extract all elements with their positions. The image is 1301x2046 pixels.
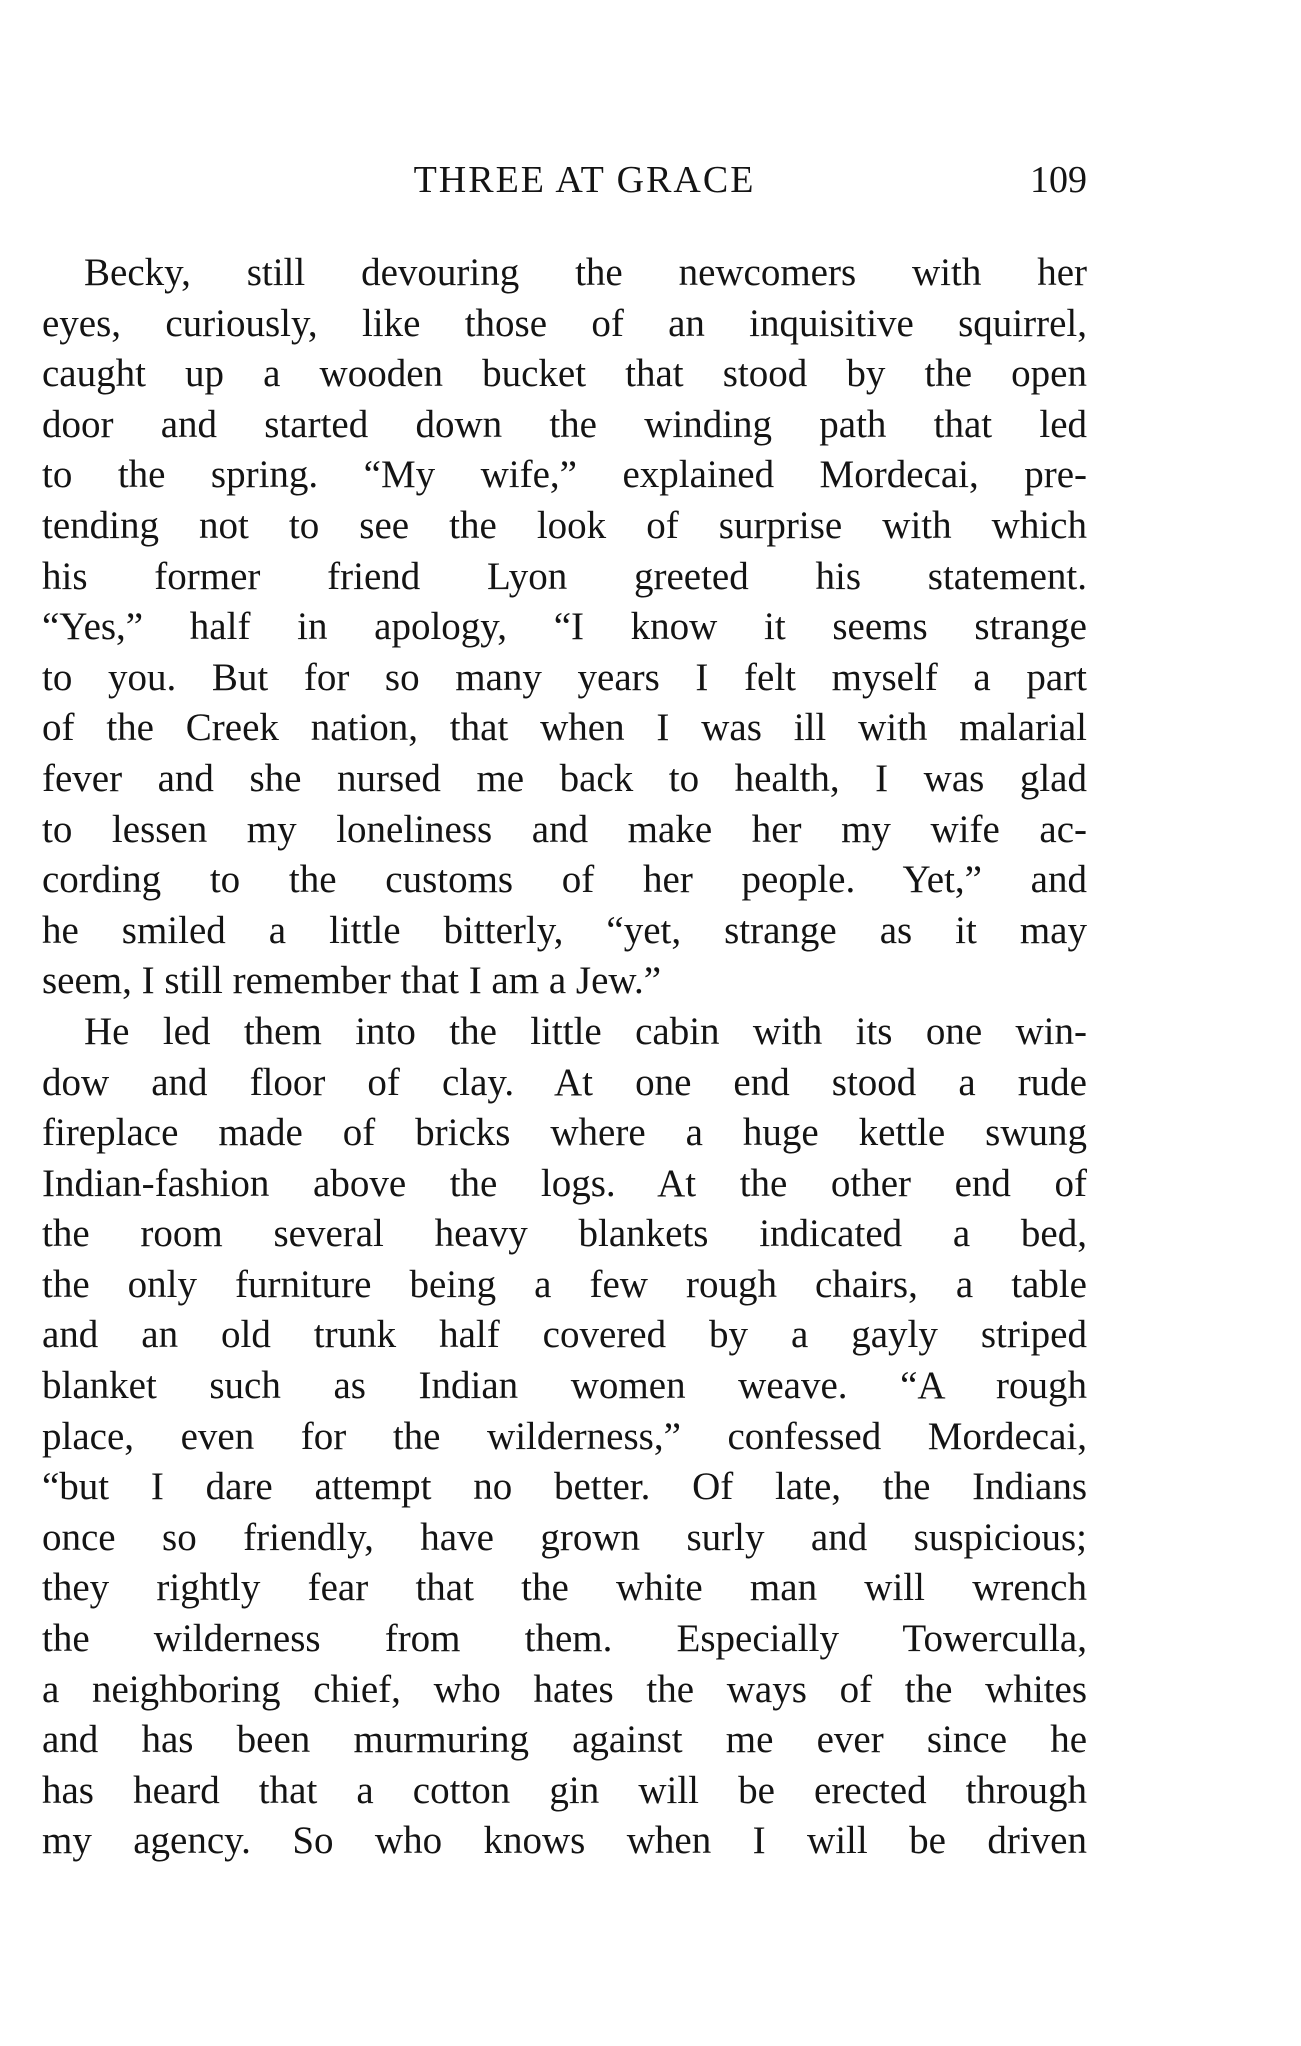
- text-line: door and started down the winding path that led: [42, 402, 1087, 446]
- text-line: the room several heavy blankets indicated a bed,: [42, 1212, 1087, 1256]
- page-number: 109: [1030, 159, 1087, 201]
- text-line: and has been murmuring against me ever since he: [42, 1718, 1087, 1762]
- text-line: once so friendly, have grown surly and suspicious;: [42, 1515, 1087, 1559]
- text-line: has heard that a cotton gin will be erected through: [42, 1768, 1087, 1812]
- text-line: to lessen my loneliness and make her my wife ac-: [42, 807, 1087, 851]
- text-line: a neighboring chief, who hates the ways of the whites: [42, 1667, 1087, 1711]
- text-line: to you. But for so many years I felt myself a part: [42, 655, 1087, 699]
- text-line: eyes, curiously, like those of an inquisitive squirrel,: [42, 301, 1087, 345]
- text-line: place, even for the wilderness,” confessed Mordecai,: [42, 1414, 1087, 1458]
- text-line: seem, I still remember that I am a Jew.”: [42, 959, 662, 1003]
- text-line: cording to the customs of her people. Yet,” and: [42, 858, 1087, 902]
- text-line: my agency. So who knows when I will be driven: [42, 1819, 1087, 1863]
- text-line: the wilderness from them. Especially Towerculla,: [42, 1617, 1087, 1661]
- text-line: blanket such as Indian women weave. “A rough: [42, 1364, 1087, 1408]
- text-line: his former friend Lyon greeted his statement.: [42, 554, 1087, 598]
- text-line: he smiled a little bitterly, “yet, strange as it may: [42, 908, 1087, 952]
- body-text: [42, 248, 1087, 1867]
- running-head: [82, 150, 1087, 210]
- running-title: THREE AT GRACE: [413, 159, 756, 201]
- text-line: “but I dare attempt no better. Of late, the Indians: [42, 1465, 1087, 1509]
- text-line: the only furniture being a few rough chairs, a table: [42, 1262, 1087, 1306]
- text-line: fireplace made of bricks where a huge kettle swung: [42, 1111, 1087, 1155]
- text-line: tending not to see the look of surprise with which: [42, 503, 1087, 547]
- text-line: they rightly fear that the white man will wrench: [42, 1566, 1087, 1610]
- text-line: fever and she nursed me back to health, I was glad: [42, 756, 1087, 800]
- text-line: dow and floor of clay. At one end stood a rude: [42, 1060, 1087, 1104]
- text-line: of the Creek nation, that when I was ill with malarial: [42, 706, 1087, 750]
- text-line: and an old trunk half covered by a gayly striped: [42, 1313, 1087, 1357]
- text-line: to the spring. “My wife,” explained Mordecai, pre-: [42, 453, 1087, 497]
- text-line: Becky, still devouring the newcomers with her: [84, 251, 1087, 294]
- text-line: caught up a wooden bucket that stood by the open: [42, 352, 1087, 396]
- text-line: Indian-fashion above the logs. At the other end of: [42, 1161, 1087, 1205]
- text-line: He led them into the little cabin with its one win-: [84, 1009, 1087, 1053]
- text-line: “Yes,” half in apology, “I know it seems strange: [42, 605, 1087, 649]
